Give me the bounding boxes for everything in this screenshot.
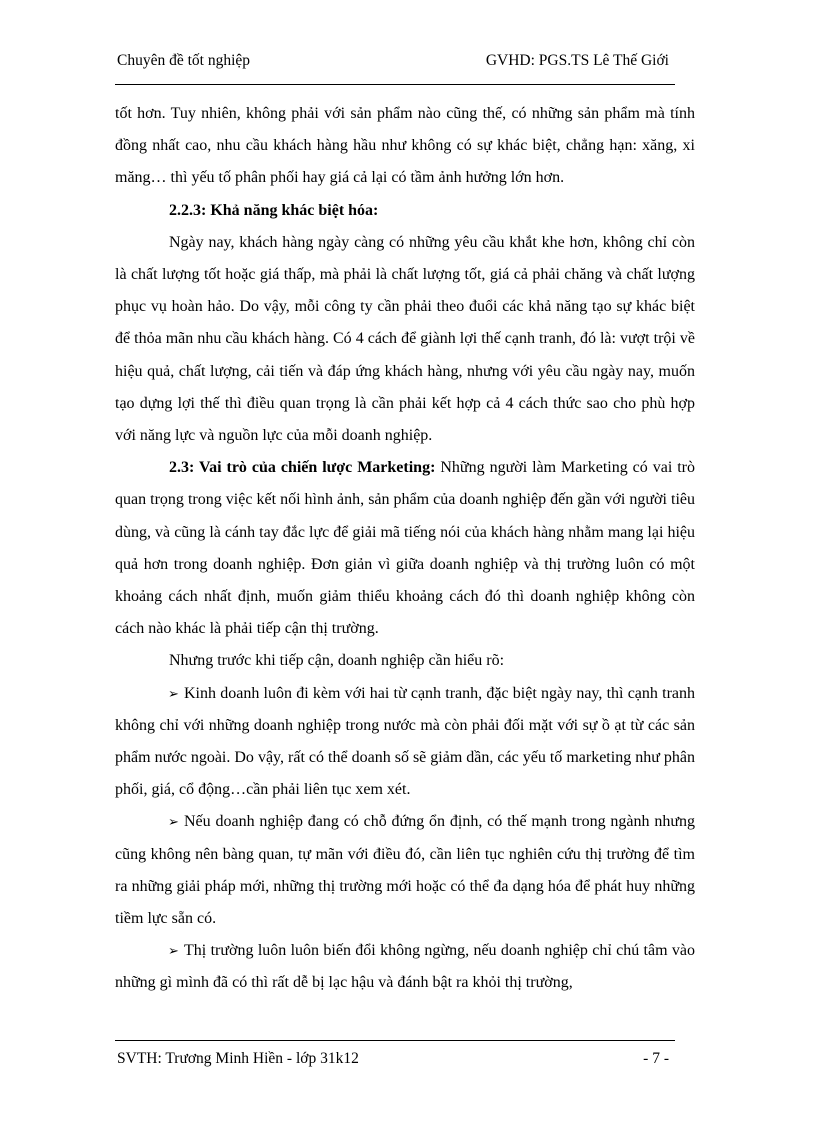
- page-number: - 7 -: [643, 1050, 669, 1067]
- header-supervisor: GVHD: PGS.TS Lê Thế Giới: [485, 52, 669, 69]
- header-rule: [115, 84, 675, 85]
- section-heading-2-3: 2.3: Vai trò của chiến lược Marketing:: [169, 459, 436, 477]
- paragraph-continuation: tốt hơn. Tuy nhiên, không phải với sản phẩm nào cũng thế, có những sản phẩm mà tính đồng nhất cao, nhu cầu khách hàng hầu như không có sự khác biệt, chẳng hạn: xăng, xi măng… thì yếu tố phân phối hay giá cả lại có tầm ảnh hưởng lớn hơn.: [115, 105, 695, 187]
- page-content: [115, 98, 695, 1000]
- arrow-bullet-icon: ➢: [168, 814, 179, 830]
- bullet-text: Nếu doanh nghiệp đang có chỗ đứng ổn định, có thế mạnh trong ngành nhưng cũng không nên bàng quan, tự mãn với điều đó, cần liên tục nghiên cứu thị trường để tìm ra những giải pháp mới, những thị trường mới hoặc có thể đa dạng hóa để phát huy những tiềm lực sẵn có.: [115, 813, 695, 928]
- arrow-bullet-icon: ➢: [168, 685, 179, 701]
- footer-rule: [115, 1040, 675, 1041]
- bullet-item-stable-position: [115, 806, 695, 935]
- paragraph-marketing-role-text: Những người làm Marketing có vai trò quan trọng trong việc kết nối hình ảnh, sản phẩm của doanh nghiệp đến gần với người tiêu dùng, và cũng là cánh tay đắc lực để giải mã tiếng nói của khách hàng nhằm mang lại hiệu quả hơn trong doanh nghiệp. Đơn giản vì giữa doanh nghiệp và thị trường luôn có một khoảng cách nhất định, muốn giảm thiểu khoảng cách đó thì doanh nghiệp không còn cách nào khác là phải tiếp cận thị trường.: [115, 459, 696, 638]
- bullet-text: Thị trường luôn luôn biến đổi không ngừng, nếu doanh nghiệp chỉ chú tâm vào những gì mình đã có thì rất dễ bị lạc hậu và đánh bật ra khỏi thị trường,: [115, 942, 695, 992]
- bullet-item-market-change: [115, 935, 695, 999]
- bullet-text: Kinh doanh luôn đi kèm với hai từ cạnh tranh, đặc biệt ngày nay, thì cạnh tranh không chỉ với những doanh nghiệp trong nước mà còn phải đối mặt với sự ồ ạt từ các sản phẩm nước ngoài. Do vậy, rất có thể doanh số sẽ giảm dần, các yếu tố marketing như phân phối, giá, cổ động…cần phải liên tục xem xét.: [115, 684, 695, 799]
- bullet-item-competition: [115, 678, 695, 807]
- page-footer: [117, 1050, 669, 1072]
- section-heading-2-2-3: 2.2.3: Khả năng khác biệt hóa:: [169, 201, 379, 219]
- paragraph-differentiation: Ngày nay, khách hàng ngày càng có những yêu cầu khắt khe hơn, không chỉ còn là chất lượng tốt hoặc giá thấp, mà phải là chất lượng tốt, giá cả phải chăng và chất lượng phục vụ hoàn hảo. Do vậy, mỗi công ty cần phải theo đuổi các khả năng tạo sự khác biệt để thỏa mãn nhu cầu khách hàng. Có 4 cách để giành lợi thế cạnh tranh, đó là: vượt trội về hiệu quả, chất lượng, cải tiến và đáp ứng khách hàng, nhưng với yêu cầu ngày nay, muốn tạo dựng lợi thế thì điều quan trọng là cần phải kết hợp cả 4 cách thức sao cho phù hợp với năng lực và nguồn lực của mỗi doanh nghiệp.: [115, 233, 695, 445]
- arrow-bullet-icon: ➢: [168, 943, 179, 959]
- paragraph-marketing-role: [115, 452, 695, 645]
- header-document-title: Chuyên đề tốt nghiệp: [117, 52, 251, 69]
- paragraph-intro-list: Nhưng trước khi tiếp cận, doanh nghiệp cần hiểu rõ:: [169, 652, 505, 670]
- page-header: [117, 52, 669, 74]
- footer-student: SVTH: Trương Minh Hiền - lớp 31k12: [117, 1050, 359, 1067]
